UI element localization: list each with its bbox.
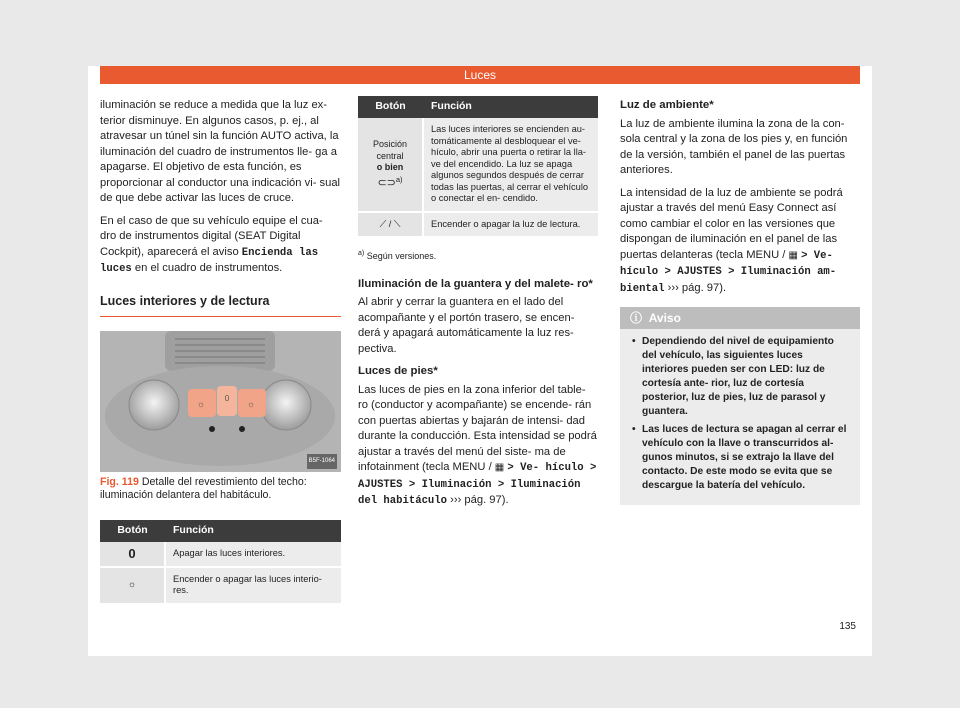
figure-code: B5F-1064 (307, 454, 337, 470)
button-function-table-1: Botón Función 0 Apagar las luces interiores. ☼ Encender o apagar las luces interio- res. (100, 520, 341, 605)
settings-grid-icon: ▦ (494, 462, 505, 473)
heading-ambient-light: Luz de ambiente* (620, 99, 714, 111)
svg-text:☼: ☼ (246, 399, 256, 409)
left-lamp-lens (129, 380, 179, 430)
svg-text:☼: ☼ (196, 399, 206, 409)
paragraph-auto-function: iluminación se reduce a medida que la luz ex- terior disminuye. En algunos casos, p. ej., al atravesar un túnel sin la función AUTO activa, la iluminación del cuadro de instrumentos lle- ga a apagarse. El objetivo de esta función, es proporcionar al conductor una indicación vi- sual de que debe activar las luces de cruce. (100, 99, 341, 204)
table-row: 0 Apagar las luces interiores. (100, 542, 341, 567)
table-row: Posición central o bien ⊂⊃$^{a)}$ Las luces interiores se encienden au- tomáticamente al desbloquear el ve- hículo, abrir una puerta o retirar la lla- ve del encendido. La luz se apaga algunos segundos después de cerrar todas las puertas, al cerrar el vehículo o conectar el en- cendido. (358, 118, 598, 212)
table-row: ⟋ / ⟍ Encender o apagar la luz de lectura. (358, 212, 598, 238)
notice-title: Aviso (648, 311, 681, 325)
column-middle (358, 96, 598, 517)
ceiling-console-illustration (100, 331, 341, 472)
figure-ceiling-lights (100, 331, 341, 472)
reading-light-left-icon: ⟋ (379, 218, 387, 229)
manual-page (88, 66, 872, 656)
heading-footwell: Luces de pies* (358, 365, 438, 377)
svg-text:0: 0 (224, 394, 230, 403)
heading-glovebox: Iluminación de la guantera y del malete- ro* (358, 277, 593, 290)
notice-box (620, 307, 860, 505)
paragraph-ambient-1: La luz de ambiente ilumina la zona de la con- sola central y la zona de los pies y, en función de la versión, también el panel de las puertas anteriores. (620, 117, 848, 176)
section-title: Luces interiores y de lectura (100, 294, 341, 318)
button-function-table-2: Botón Función Posición central o bien ⊂⊃$^{a)}$ Las luces interiores se encienden au- tomáticamente al desbloquear el ve- hículo, abrir una puerta o retirar la lla- ve del encendido. La luz se apaga algunos segundos después de cerrar todas las puertas, al cerrar el vehículo o conectar el en- cendido. ⟋ / ⟍ Encender o apagar la luz de lectura. (358, 96, 598, 238)
paragraph-glovebox: Al abrir y cerrar la guantera en el lado del acompañante y el portón trasero, se encen- derá y apagará automáticamente la luz res- pectiva. (358, 296, 575, 355)
info-icon: ⓘ (630, 311, 643, 325)
paragraph-ambient-2: La intensidad de la luz de ambiente se podrá ajustar a través del menú Easy Connect así como cambiar el color en las versiones que dispongan de iluminación en el panel de las puertas delanteras (tecla MENU / ▦ > Ve- hículo > AJUSTES > Iluminación am- biental ››› pág. 97). (620, 186, 843, 295)
settings-grid-icon: ▦ (788, 249, 798, 261)
door-contact-icon: ⊂⊃ (377, 176, 396, 189)
chapter-header: Luces (100, 66, 860, 84)
paragraph-footwell: Las luces de pies en la zona inferior del table- ro (conductor y acompañante) se encende- rán con puertas abiertas y bajarán de intensi- dad durante la conducción. Esta intensidad se podrá ajustar a través del menú del siste- ma de infotainment (tecla MENU / ▦ > Ve- hículo > AJUSTES > Iluminación > Iluminación del habitáculo ››› pág. 97). (358, 383, 597, 507)
off-button-symbol: 0 (100, 542, 165, 567)
table-row: ☼ Encender o apagar las luces interio- res. (100, 567, 341, 604)
footnote: $^{a)}$ Según versiones. (358, 250, 437, 261)
right-lamp-lens (261, 380, 311, 430)
central-position-label: Posición central (372, 139, 408, 161)
notice-item: • Las luces de lectura se apagan al cerrar el vehículo con la llave o transcurridos al- gunos minutos, si se extrajo la llave del contacto. De este modo se evita que se descargue la batería del vehículo. (632, 423, 850, 493)
notice-item: • Dependiendo del nivel de equipamiento del vehículo, las siguientes luces interiores pueden ser con LED: luz de cortesía ante- rior, luz de cortesía posterior, luz de pies, luz de parasol y guantera. (632, 335, 850, 419)
column-left (100, 98, 341, 605)
column-right (620, 98, 860, 505)
page-number: 135 (839, 621, 856, 632)
figure-caption: Fig. 119 Detalle del revestimiento del techo: iluminación delantera del habitáculo. (100, 476, 307, 501)
reading-light-right-icon: ⟍ (393, 218, 401, 229)
paragraph-digital-cockpit: En el caso de que su vehículo equipe el cua- dro de instrumentos digital (SEAT Digital Cockpit), aparecerá el aviso Encienda las luces en el cuadro de instrumentos. (100, 214, 323, 275)
interior-light-icon: ☼ (100, 567, 165, 604)
